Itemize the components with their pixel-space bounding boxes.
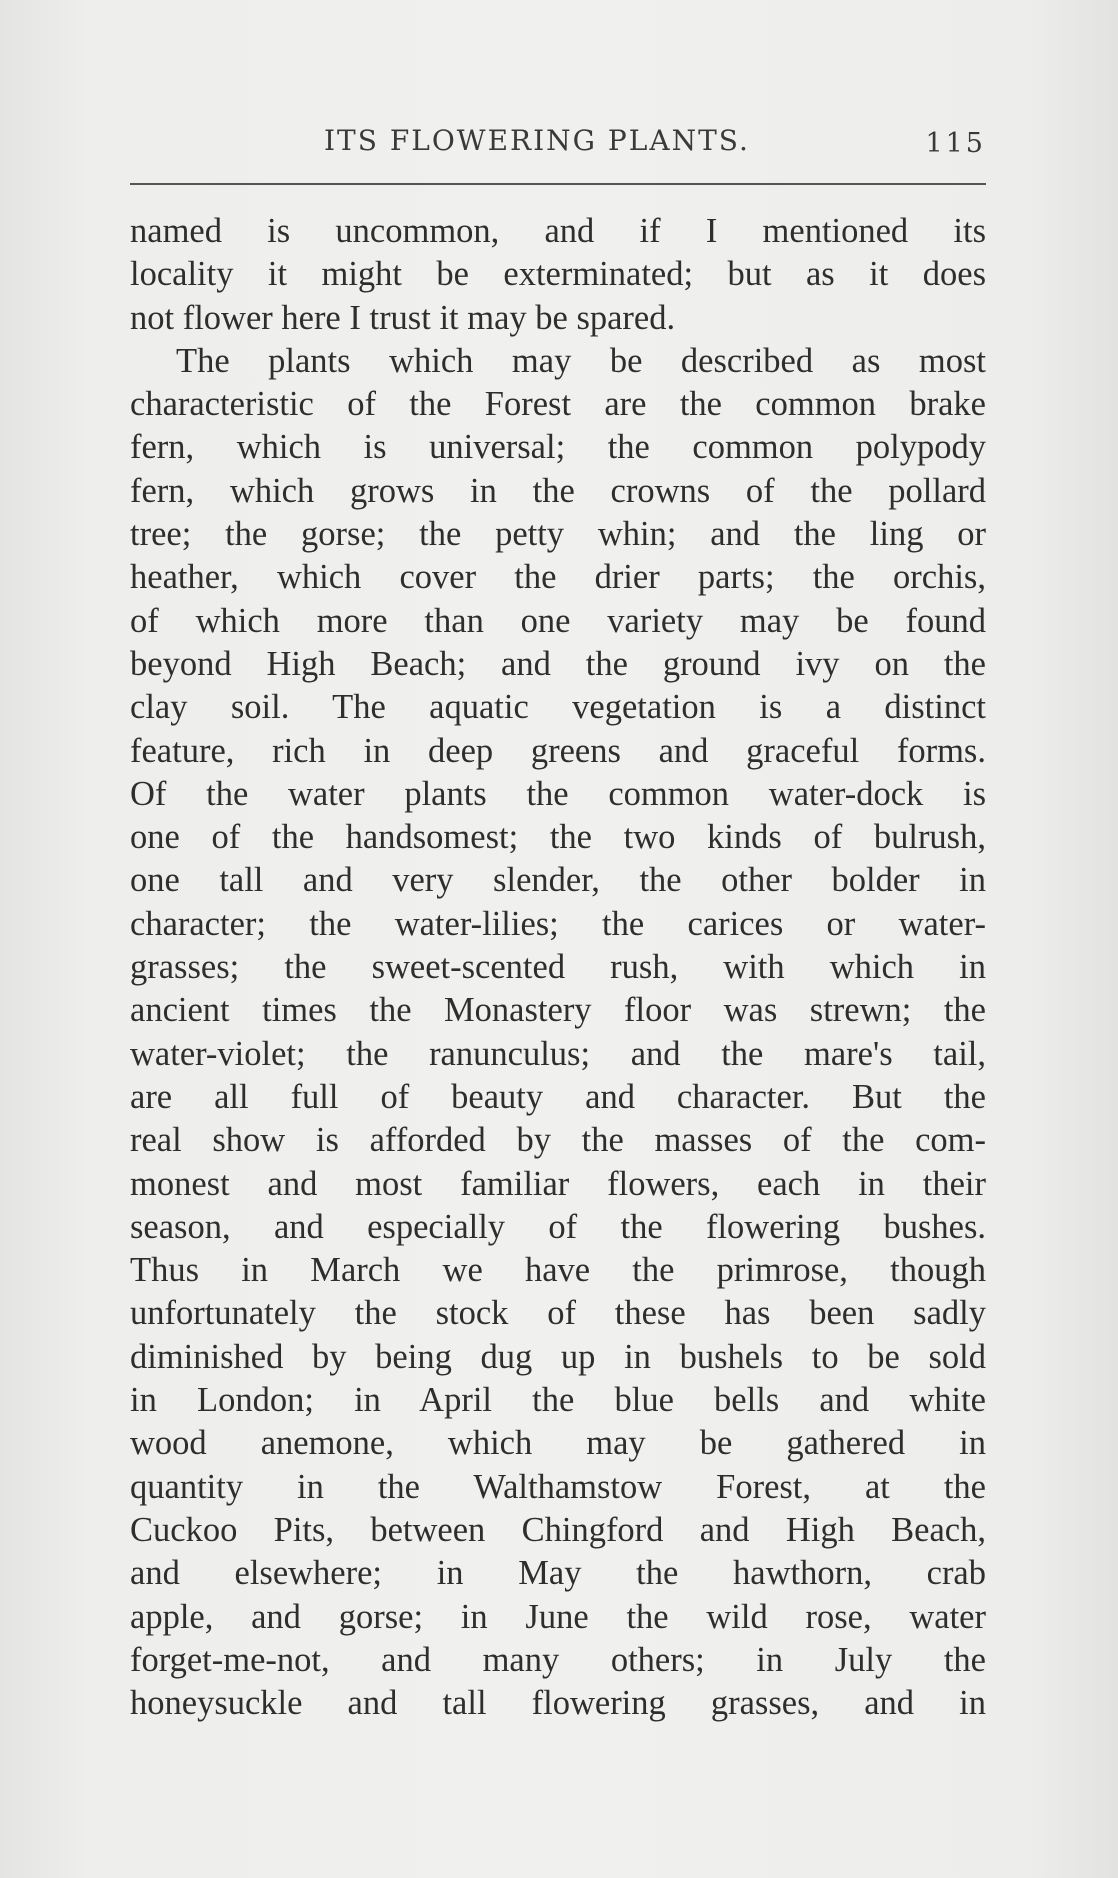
- body-text: [130, 210, 986, 1725]
- text-line: Cuckoo Pits, between Chingford and High Beach,: [130, 1510, 986, 1549]
- text-line: grasses; the sweet-scented rush, with which in: [130, 948, 986, 987]
- text-line: one tall and very slender, the other bolder in: [130, 861, 986, 900]
- text-line: characteristic of the Forest are the common brake: [130, 385, 986, 424]
- text-line: The plants which may be described as most: [176, 341, 986, 380]
- running-head-title: ITS FLOWERING PLANTS.: [324, 124, 750, 157]
- text-line: season, and especially of the flowering bushes.: [130, 1207, 986, 1246]
- text-line: wood anemone, which may be gathered in: [130, 1424, 986, 1463]
- text-line: real show is afforded by the masses of the com-: [130, 1121, 986, 1160]
- text-line: diminished by being dug up in bushels to be sold: [130, 1337, 986, 1376]
- text-line: character; the water-lilies; the carices or water-: [130, 904, 986, 943]
- text-line: locality it might be exterminated; but as it does: [130, 255, 986, 294]
- text-line: ancient times the Monastery floor was strewn; the: [130, 991, 986, 1030]
- text-line: feature, rich in deep greens and graceful forms.: [130, 731, 986, 770]
- text-line: in London; in April the blue bells and white: [130, 1381, 986, 1420]
- text-line: Thus in March we have the primrose, though: [130, 1251, 986, 1290]
- text-line: fern, which is universal; the common polypody: [130, 428, 986, 467]
- text-line: are all full of beauty and character. But the: [130, 1077, 986, 1116]
- text-line: fern, which grows in the crowns of the pollard: [130, 471, 986, 510]
- text-line: monest and most familiar flowers, each in their: [130, 1164, 986, 1203]
- text-line: forget-me-not, and many others; in July the: [130, 1640, 986, 1679]
- text-line: tree; the gorse; the petty whin; and the ling or: [130, 515, 986, 554]
- text-line: heather, which cover the drier parts; the orchis,: [130, 558, 986, 597]
- text-line: water-violet; the ranunculus; and the mare's tail,: [130, 1034, 986, 1073]
- text-line: clay soil. The aquatic vegetation is a distinct: [130, 688, 986, 727]
- text-line: Of the water plants the common water-dock is: [130, 774, 986, 813]
- text-line: and elsewhere; in May the hawthorn, crab: [130, 1554, 986, 1593]
- text-line: quantity in the Walthamstow Forest, at the: [130, 1467, 986, 1506]
- text-line: of which more than one variety may be found: [130, 601, 986, 640]
- page-number: 115: [925, 128, 986, 159]
- header-rule: [130, 183, 986, 185]
- text-line: beyond High Beach; and the ground ivy on the: [130, 644, 986, 683]
- text-line: apple, and gorse; in June the wild rose, water: [130, 1597, 986, 1636]
- text-line: not flower here I trust it may be spared.: [130, 298, 676, 337]
- text-line: one of the handsomest; the two kinds of bulrush,: [130, 818, 986, 857]
- text-line: unfortunately the stock of these has been sadly: [130, 1294, 986, 1333]
- text-line: honeysuckle and tall flowering grasses, and in: [130, 1684, 986, 1723]
- running-head: [130, 118, 986, 168]
- text-line: named is uncommon, and if I mentioned its: [130, 212, 986, 250]
